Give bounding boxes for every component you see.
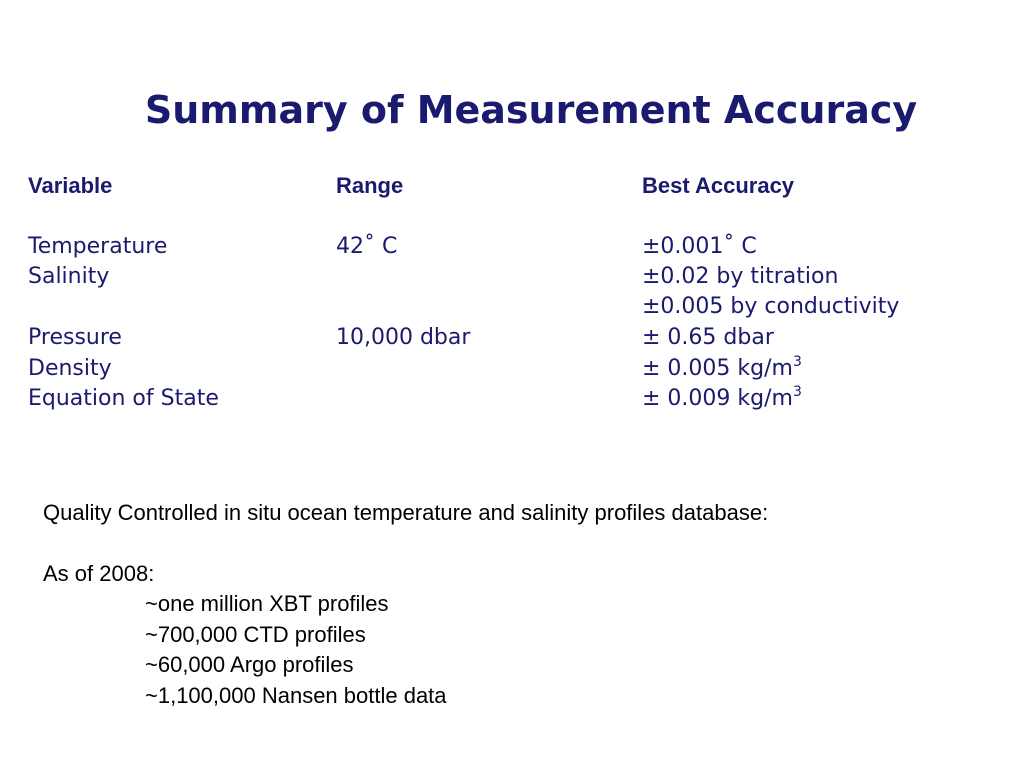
cell-accuracy [642,264,838,289]
header-best-accuracy: Best Accuracy [642,173,795,198]
list-item: ~700,000 CTD profiles [145,622,366,647]
as-of-label: As of 2008: [43,561,155,586]
table-row [28,294,1008,324]
cell-accuracy [642,325,774,350]
cell-range: 42˚ C [336,234,398,259]
database-intro: Quality Controlled in situ ocean temperature and salinity profiles database: [43,500,769,525]
cell-variable: Temperature [28,234,168,259]
header-range: Range [336,173,404,198]
list-item: ~1,100,000 Nansen bottle data [145,683,447,708]
table-row [28,325,1008,355]
table-row [28,386,1008,416]
table-row [28,234,1008,264]
accuracy-text: ±0.005 by conductivity [642,294,900,319]
cell-variable: Equation of State [28,386,219,411]
table-row [28,356,1008,386]
accuracy-superscript: 3 [792,384,802,400]
accuracy-text: ± 0.65 dbar [642,325,774,350]
cell-accuracy [642,386,802,411]
cell-variable: Density [28,356,112,381]
cell-accuracy [642,234,757,259]
accuracy-text: ±0.02 by titration [642,264,839,289]
cell-variable: Salinity [28,264,110,289]
cell-variable: Pressure [28,325,122,350]
table-row [28,264,1008,294]
cell-accuracy [642,294,899,319]
cell-range: 10,000 dbar [336,325,471,350]
list-item: ~one million XBT profiles [145,591,389,616]
list-item: ~60,000 Argo profiles [145,652,354,677]
accuracy-text: ± 0.005 kg/m [642,356,793,381]
header-variable: Variable [28,173,113,198]
accuracy-text: ±0.001˚ C [642,234,757,259]
cell-accuracy [642,356,802,381]
accuracy-text: ± 0.009 kg/m [642,386,793,411]
slide-title: Summary of Measurement Accuracy [144,88,918,132]
accuracy-superscript: 3 [792,354,802,370]
